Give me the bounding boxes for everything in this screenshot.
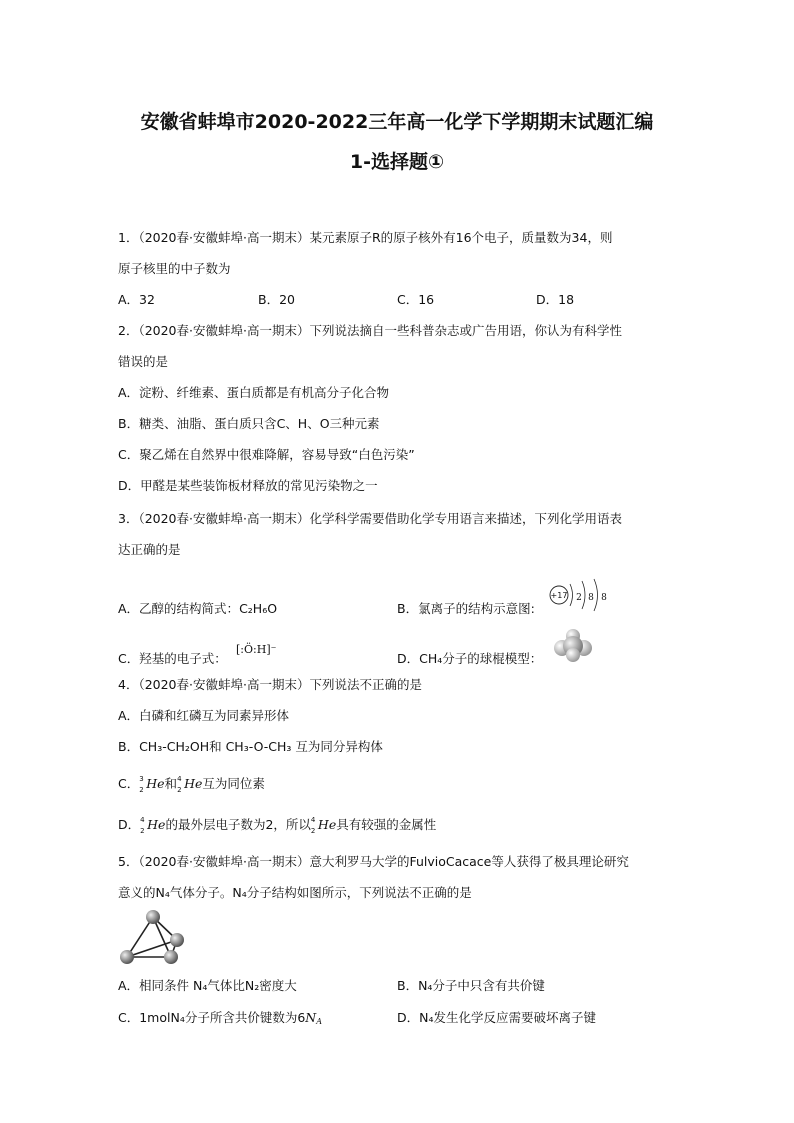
shell-arc-3 [594,579,598,611]
q3-option-d-label: D．CH₄分子的球棍模型： [397,651,543,666]
isotope-he4-d2 [311,817,336,833]
shell-electrons-2: 8 [588,593,594,603]
n-atom-right [170,933,184,947]
q3-option-a-label: A．乙醇的结构简式： [118,601,240,616]
methane-ball-model [553,627,593,663]
q4-option-c [118,776,265,792]
chloride-ion-structure-diagram [548,578,612,612]
isotope-he4-d2-symbol: He [317,817,337,832]
isotope-he4-d1 [140,817,165,833]
hydrogen-ball-bottom [566,648,580,662]
q1-option-b: B．20 [258,292,295,307]
q1-stem-line2: 原子核里的中子数为 [118,261,231,276]
q3-option-a-formula: C₂H₆O [239,601,278,616]
q5-option-a: A．相同条件 N₄气体比N₂密度大 [118,978,297,993]
q5-option-c [118,1010,322,1026]
q3-stem-line2: 达正确的是 [118,542,181,557]
q4-option-d-prefix: D． [118,817,141,832]
isotope-he4-symbol: He [184,776,203,791]
q4-option-b: B．CH₃-CH₂OH和 CH₃-O-CH₃ 互为同分异构体 [118,739,383,754]
q5-option-b: B．N₄分子中只含有共价键 [397,978,545,993]
n-atom-bottom [164,950,178,964]
doc-title-line2: 1-选择题① [349,151,445,173]
isotope-he4-d2-mass: 4 [310,816,316,824]
n4-molecule-diagram [117,905,189,969]
q2-option-c: C．聚乙烯在自然界中很难降解，容易导致“白色污染” [118,447,415,462]
q1-option-c: C．16 [397,292,435,307]
isotope-he4 [177,776,202,792]
isotope-he3-mass: 3 [139,775,144,783]
isotope-he3 [139,776,164,792]
isotope-he4-d1-mass: 4 [140,816,145,824]
isotope-he4-d1-symbol: He [147,817,166,832]
q2-option-a: A．淀粉、纤维素、蛋白质都是有机高分子化合物 [118,385,390,400]
isotope-he3-symbol: He [146,776,165,791]
q5-option-d: D．N₄发生化学反应需要破坏离子键 [397,1010,596,1025]
q4-option-a: A．白磷和红磷互为同素异形体 [118,708,290,723]
q5-stem-line1: 5．（2020春·安徽蚌埠·高一期末）意大利罗马大学的FulvioCacace等人获得了极具理论研究 [118,854,629,869]
q3-option-c-label: C．羟基的电子式： [118,651,227,666]
q1-option-d: D．18 [536,292,575,307]
n-atom-left [120,950,134,964]
avogadro-symbol: N [305,1010,317,1025]
q3-stem-line1: 3．（2020春·安徽蚌埠·高一期末）化学科学需要借助化学专用语言来描述，下列化学用语表 [118,511,622,526]
q2-option-d: D．甲醛是某些装饰板材释放的常见污染物之一 [118,478,378,493]
q4-option-d-suffix: 具有较强的金属性 [336,817,437,832]
isotope-he4-z: 2 [177,786,182,794]
q3-option-d [397,651,542,667]
shell-electrons-1: 2 [576,593,582,603]
hydroxyl-electron-formula: [:Ö:H]⁻ [236,643,277,656]
q4-option-d-mid: 的最外层电子数为2，所以 [165,817,311,832]
avogadro-subscript: A [316,1017,323,1026]
isotope-he4-mass: 4 [177,775,182,783]
shell-arc-1 [570,584,573,606]
q3-option-c [118,651,227,667]
isotope-he3-z: 2 [139,786,144,794]
q4-stem-line1: 4．（2020春·安徽蚌埠·高一期末）下列说法不正确的是 [118,677,422,692]
shell-electrons-3: 8 [601,593,607,603]
q2-stem-line2: 错误的是 [118,354,169,369]
q4-option-c-suffix: 互为同位素 [202,776,265,791]
q4-option-c-mid: 和 [164,776,178,791]
q3-option-a [118,601,277,617]
q3-option-b-label: B．氯离子的结构示意图: [397,601,535,616]
nucleus-charge: +17 [550,591,568,600]
q2-stem-line1: 2．（2020春·安徽蚌埠·高一期末）下列说法摘自一些科普杂志或广告用语，你认为有科学性 [118,323,622,338]
q4-option-d [118,817,436,833]
isotope-he4-d2-z: 2 [310,827,316,835]
q1-stem-line1: 1．（2020春·安徽蚌埠·高一期末）某元素原子R的原子核外有16个电子，质量数为34，则 [118,230,613,245]
q3-option-b [397,601,535,617]
shell-arc-2 [582,581,585,609]
isotope-he4-d1-z: 2 [140,827,145,835]
doc-title-line1: 安徽省蚌埠市2020-2022三年高一化学下学期期末试题汇编 [140,111,654,133]
n-atom-top [146,910,160,924]
q2-option-b: B．糖类、油脂、蛋白质只含C、H、O三种元素 [118,416,380,431]
q1-option-a: A．32 [118,292,155,307]
q5-stem-line2: 意义的N₄气体分子。N₄分子结构如图所示，下列说法不正确的是 [118,885,472,900]
q5-option-c-prefix: C．1molN₄分子所含共价键数为6 [118,1010,306,1025]
q4-option-c-prefix: C． [118,776,140,791]
